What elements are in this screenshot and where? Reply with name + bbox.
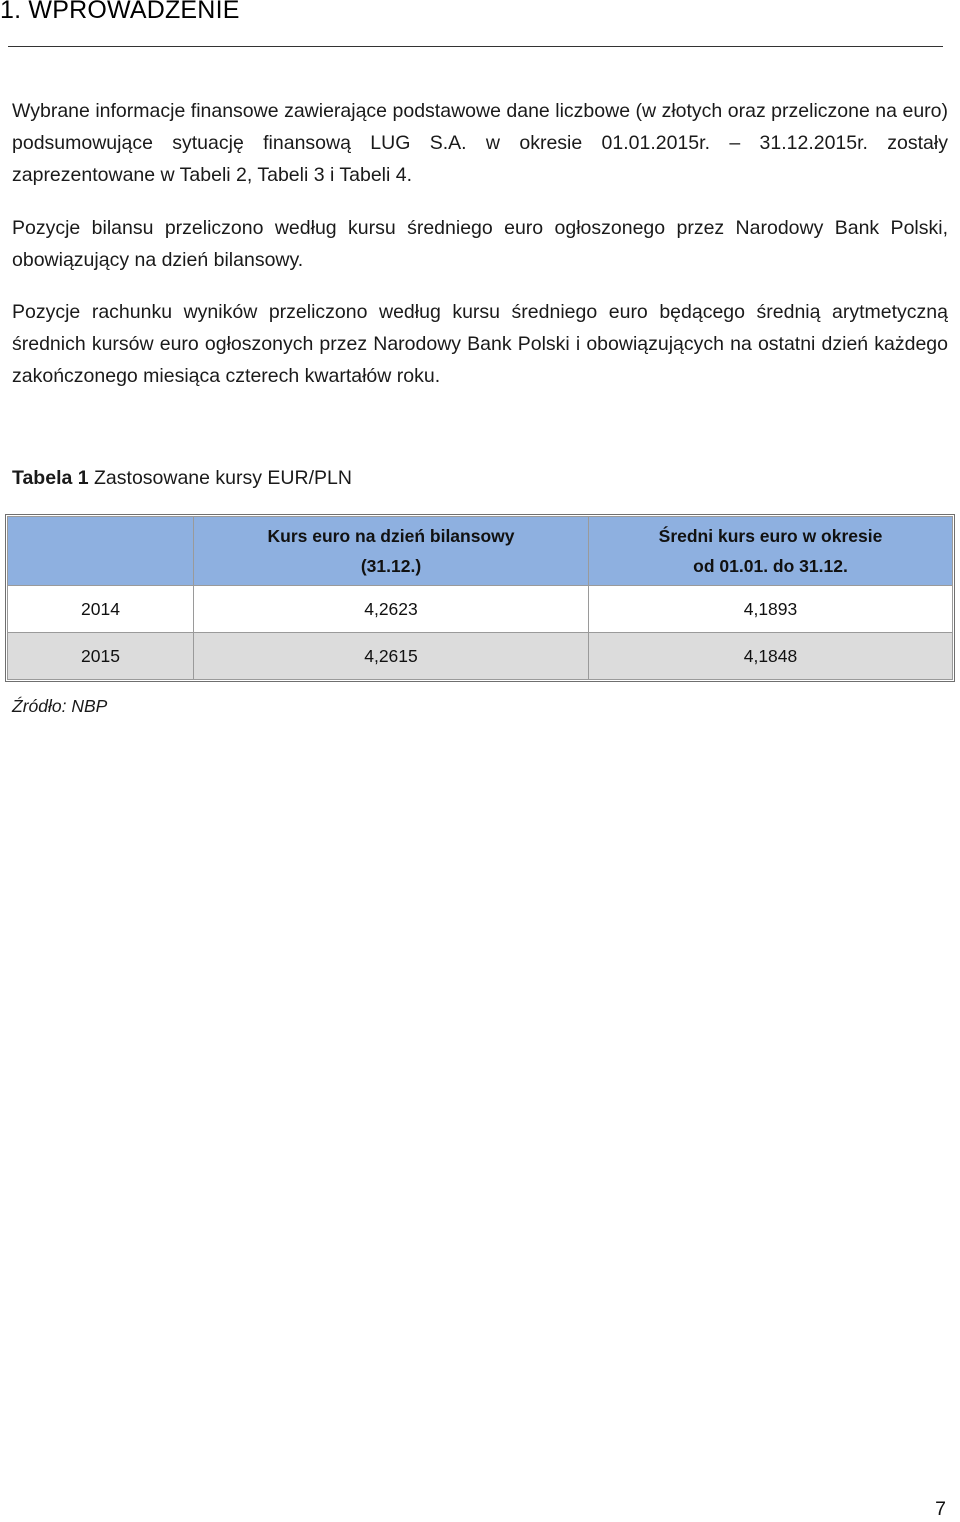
cell-balance-rate: 4,2615: [194, 633, 589, 680]
exchange-rates-table: [7, 516, 953, 680]
cell-year: 2015: [8, 633, 194, 680]
table-row: [8, 633, 953, 680]
exchange-rates-table-frame: [5, 514, 955, 682]
cell-average-rate: 4,1848: [589, 633, 953, 680]
paragraph-income-conversion: Pozycje rachunku wyników przeliczono według kursu średniego euro będącego średnią arytmetyczną średnich kursów euro ogłoszonych przez Narodowy Bank Polski i obowiązujących na ostatni dzień każdego zakończonego miesiąca czterech kwartałów roku.: [12, 301, 948, 387]
header-balance-rate-line2: (31.12.): [360, 556, 422, 576]
table-row: [8, 586, 953, 633]
table-caption: [12, 462, 352, 494]
cell-average-rate: 4,1893: [589, 586, 953, 633]
table-header-row: [8, 517, 953, 586]
page-number: 7: [935, 1498, 946, 1520]
table-caption-text: Zastosowane kursy EUR/PLN: [94, 467, 352, 489]
table-caption-label: Tabela 1: [12, 467, 89, 489]
header-average-rate-line2: od 01.01. do 31.12.: [693, 556, 848, 576]
cell-year: 2014: [8, 586, 194, 633]
cell-balance-rate: 4,2623: [194, 586, 589, 633]
header-cell-empty: [8, 517, 194, 586]
section-heading: 1. WPROWADZENIE: [0, 0, 240, 24]
header-balance-rate-line1: Kurs euro na dzień bilansowy: [267, 526, 515, 546]
header-cell-average-rate: [589, 517, 953, 586]
header-cell-balance-rate: [194, 517, 589, 586]
paragraph-balance-conversion: Pozycje bilansu przeliczono według kursu średniego euro ogłoszonego przez Narodowy Bank Polski, obowiązujący na dzień bilansowy.: [12, 217, 948, 271]
table-source-note: Źródło: NBP: [12, 696, 108, 716]
heading-underline: [8, 46, 943, 47]
header-average-rate-line1: Średni kurs euro w okresie: [658, 526, 883, 546]
paragraph-intro: Wybrane informacje finansowe zawierające podstawowe dane liczbowe (w złotych oraz przeliczone na euro) podsumowujące sytuację finansową LUG S.A. w okresie 01.01.2015r. – 31.12.2015r. zostały zaprezentowane w Tabeli 2, Tabeli 3 i Tabeli 4.: [12, 100, 948, 186]
